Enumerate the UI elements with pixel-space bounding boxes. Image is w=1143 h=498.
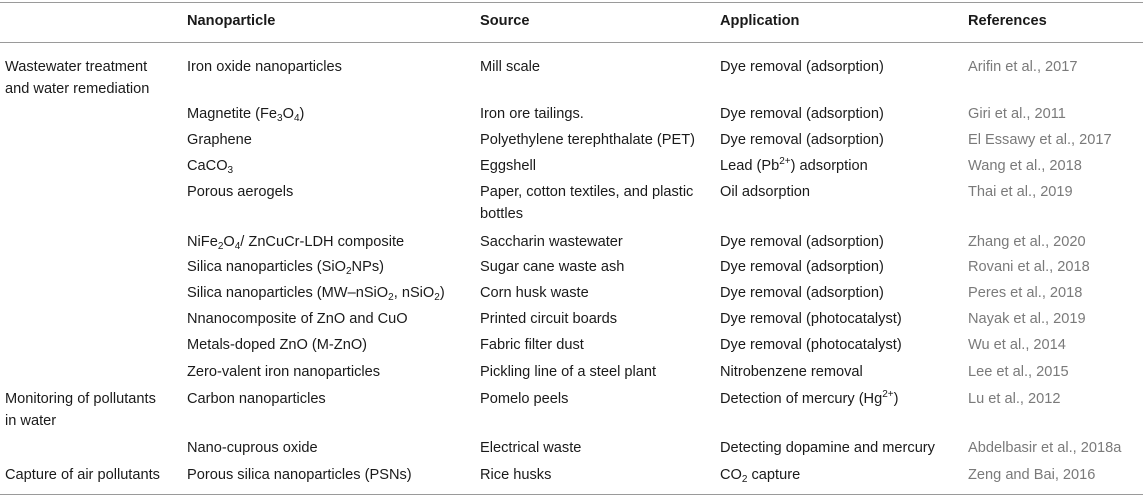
cell-reference: El Essawy et al., 2017	[968, 132, 1112, 148]
cell-source: Polyethylene terephthalate (PET)	[480, 132, 695, 148]
cell-source: Electrical waste	[480, 440, 582, 456]
header-application: Application	[720, 13, 800, 29]
group-label-monitoring: Monitoring of pollutants in water	[5, 391, 156, 429]
cell-application: Dye removal (photocatalyst)	[720, 337, 902, 353]
header-source: Source	[480, 13, 530, 29]
cell-source: Rice husks	[480, 467, 552, 483]
cell-nanoparticle: Porous silica nanoparticles (PSNs)	[187, 467, 412, 483]
cell-source: Pomelo peels	[480, 391, 569, 407]
cell-reference: Zeng and Bai, 2016	[968, 467, 1096, 483]
cell-application: Dye removal (photocatalyst)	[720, 311, 902, 327]
cell-nanoparticle: Metals-doped ZnO (M-ZnO)	[187, 337, 368, 353]
cell-application: Detection of mercury $(Hg^{2+})$	[720, 389, 899, 407]
cell-application: Dye removal (adsorption)	[720, 285, 884, 301]
header-references: References	[968, 13, 1047, 29]
cell-application: Nitrobenzene removal	[720, 364, 863, 380]
cell-reference: Rovani et al., 2018	[968, 259, 1090, 275]
cell-reference: Peres et al., 2018	[968, 285, 1083, 301]
table-bottom-rule	[0, 494, 1143, 495]
cell-reference: Lu et al., 2012	[968, 391, 1061, 407]
cell-source: Pickling line of a steel plant	[480, 364, 657, 380]
cell-nanoparticle: Silica nanoparticles (MW–nSiO$_2$, nSiO$_2$)	[187, 285, 445, 303]
cell-nanoparticle: Graphene	[187, 132, 252, 148]
cell-nanoparticle: Porous aerogels	[187, 184, 294, 200]
cell-application: Dye removal (adsorption)	[720, 259, 884, 275]
cell-application: Dye removal (adsorption)	[720, 234, 884, 250]
cell-nanoparticle: Silica nanoparticles (SiO$_2$NPs)	[187, 259, 384, 277]
cell-reference: Zhang et al., 2020	[968, 234, 1086, 250]
cell-source: Sugar cane waste ash	[480, 259, 625, 275]
cell-application: Dye removal (adsorption)	[720, 59, 884, 75]
cell-application: Dye removal (adsorption)	[720, 132, 884, 148]
cell-reference: Giri et al., 2011	[968, 106, 1066, 122]
cell-source: Eggshell	[480, 158, 536, 174]
table-header-rule	[0, 42, 1143, 43]
cell-source: Printed circuit boards	[480, 311, 618, 327]
cell-source: Mill scale	[480, 59, 541, 75]
cell-source: Corn husk waste	[480, 285, 589, 301]
cell-nanoparticle: CaCO$_3$	[187, 158, 234, 176]
cell-reference: Wu et al., 2014	[968, 337, 1066, 353]
cell-reference: Arifin et al., 2017	[968, 59, 1078, 75]
cell-nanoparticle: Carbon nanoparticles	[187, 391, 326, 407]
cell-reference: Thai et al., 2019	[968, 184, 1073, 200]
cell-reference: Lee et al., 2015	[968, 364, 1069, 380]
cell-nanoparticle: Nano-cuprous oxide	[187, 440, 318, 456]
cell-reference: Abdelbasir et al., 2018a	[968, 440, 1122, 456]
cell-reference: Wang et al., 2018	[968, 158, 1082, 174]
cell-application: $CO_2$ capture	[720, 467, 801, 485]
cell-nanoparticle: Zero-valent iron nanoparticles	[187, 364, 381, 380]
cell-source: Paper, cotton textiles, and plastic bottles	[480, 184, 694, 222]
table-top-rule	[0, 2, 1143, 3]
header-nanoparticle: Nanoparticle	[187, 13, 276, 29]
cell-source: Saccharin wastewater	[480, 234, 623, 250]
group-label-wastewater: Wastewater treatment and water remediation	[5, 59, 150, 97]
cell-source: Iron ore tailings.	[480, 106, 584, 122]
cell-nanoparticle: Magnetite $(Fe_3O_4)$	[187, 106, 305, 124]
cell-application: Detecting dopamine and mercury	[720, 440, 935, 456]
cell-reference: Nayak et al., 2019	[968, 311, 1086, 327]
cell-nanoparticle: $NiFe_2O_4/$ ZnCuCr-LDH composite	[187, 234, 405, 252]
group-label-air-capture: Capture of air pollutants	[5, 467, 160, 483]
cell-nanoparticle: Nnanocomposite of ZnO and CuO	[187, 311, 408, 327]
cell-application: Lead $(Pb^{2+})$ adsorption	[720, 156, 868, 174]
cell-application: Dye removal (adsorption)	[720, 106, 884, 122]
cell-nanoparticle: Iron oxide nanoparticles	[187, 59, 342, 75]
cell-source: Fabric filter dust	[480, 337, 584, 353]
cell-application: Oil adsorption	[720, 184, 811, 200]
